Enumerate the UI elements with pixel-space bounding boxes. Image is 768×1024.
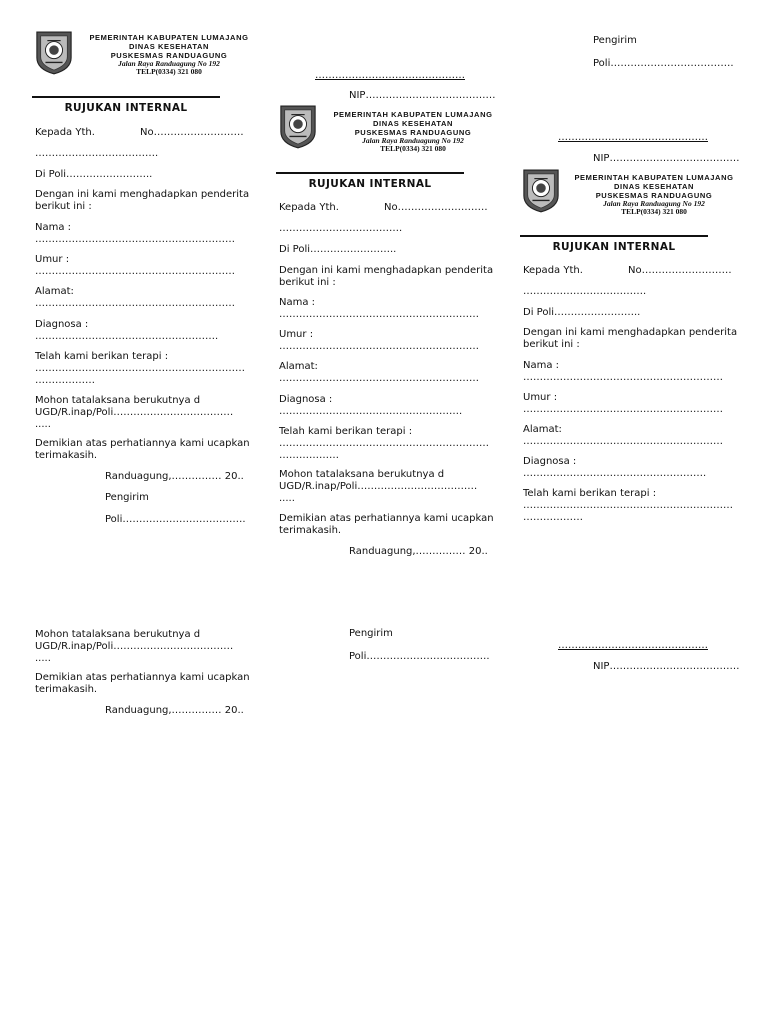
umur-label: Umur : — [35, 254, 70, 265]
terapi-label-3: Telah kami berikan terapi : — [523, 488, 657, 499]
poli-field-3[interactable]: Poli………………………………. — [593, 58, 734, 69]
poli-field-2[interactable]: Poli………………………………. — [349, 651, 490, 662]
alamat-field-2[interactable]: …………………………………………………… — [279, 373, 479, 384]
umur-label-3: Umur : — [523, 392, 558, 403]
diagnosa-field-3[interactable]: ………………………………………………. — [523, 468, 707, 479]
mohon-text-2: Mohon tatalaksana berukutnya d UGD/R.inap/Poli……………………………… — [35, 629, 234, 652]
terapi-field-2b[interactable]: ……………… — [279, 450, 339, 461]
demikian-text: Demikian atas perhatiannya kami ucapkan terimakasih. — [35, 438, 250, 461]
nama-label: Nama : — [35, 222, 72, 233]
header-phone: TELP(0334) 321 080 — [136, 67, 202, 76]
terapi-label: Telah kami berikan terapi : — [35, 351, 169, 362]
dipoli-field[interactable]: Di Poli…………………….. — [35, 169, 153, 180]
pengirim-label-2: Pengirim — [349, 628, 393, 639]
intro-text-3: Dengan ini kami menghadapkan penderita berikut ini : — [523, 327, 738, 350]
nama-field[interactable]: …………………………………………………… — [35, 234, 235, 245]
demikian-text-2: Demikian atas perhatiannya kami ucapkan terimakasih. — [35, 672, 250, 695]
signature-line-3[interactable]: ……………………………………… — [558, 640, 708, 651]
umur-field-2[interactable]: …………………………………………………… — [279, 341, 479, 352]
signature-line-2[interactable]: ……………………………………… — [558, 132, 708, 143]
diagnosa-label: Diagnosa : — [35, 319, 89, 330]
alamat-field[interactable]: …………………………………………………… — [35, 298, 235, 309]
alamat-field-3[interactable]: …………………………………………………… — [523, 436, 723, 447]
no-field-3[interactable]: No……………………… — [628, 265, 732, 276]
emblem-logo-2 — [279, 103, 317, 149]
signature-line[interactable]: ……………………………………… — [315, 70, 465, 81]
mohon-text-3: Mohon tatalaksana berukutnya d UGD/R.inap/Poli……………………………… — [279, 469, 478, 492]
emblem-logo — [35, 29, 73, 75]
terapi-label-2: Telah kami berikan terapi : — [279, 426, 413, 437]
no-field-2[interactable]: No……………………… — [384, 202, 488, 213]
diagnosa-label-2: Diagnosa : — [279, 394, 333, 405]
terapi-field[interactable]: ……………………………………………………… — [35, 363, 245, 374]
umur-label-2: Umur : — [279, 329, 314, 340]
umur-field-3[interactable]: …………………………………………………… — [523, 404, 723, 415]
kepada-label-2: Kepada Yth. — [279, 202, 339, 213]
randuagung-date-3[interactable]: Randuagung,…………… 20.. — [349, 546, 488, 557]
nip-field-3[interactable]: NIP………………………………… — [593, 661, 740, 672]
alamat-label-2: Alamat: — [279, 361, 318, 372]
form-title-2: RUJUKAN INTERNAL — [308, 178, 432, 190]
diagnosa-field-2[interactable]: ………………………………………………. — [279, 406, 463, 417]
pengirim-label-3: Pengirim — [593, 35, 637, 46]
kepada-field[interactable]: ………………………………. — [35, 148, 159, 159]
terapi-field-2[interactable]: ……………… — [35, 375, 95, 386]
header-line3-3: PUSKESMAS RANDUAGUNG — [595, 191, 713, 200]
nama-label-3: Nama : — [523, 360, 560, 371]
letterhead — [78, 33, 260, 76]
nama-field-2[interactable]: …………………………………………………… — [279, 309, 479, 320]
alamat-label-3: Alamat: — [523, 424, 562, 435]
header-line2-3: DINAS KESEHATAN — [614, 182, 694, 191]
header-line1-2: PEMERINTAH KABUPATEN LUMAJANG — [333, 110, 493, 119]
umur-field[interactable]: …………………………………………………… — [35, 266, 235, 277]
nip-field[interactable]: NIP………………………………… — [349, 90, 496, 101]
form-title-3: RUJUKAN INTERNAL — [552, 241, 676, 253]
header-line2: DINAS KESEHATAN — [129, 42, 209, 51]
terapi-field-3b[interactable]: ……………… — [523, 512, 583, 523]
header-line3-2: PUSKESMAS RANDUAGUNG — [354, 128, 472, 137]
nip-field-2[interactable]: NIP………………………………… — [593, 153, 740, 164]
header-rule-3 — [520, 235, 708, 237]
header-line1: PEMERINTAH KABUPATEN LUMAJANG — [89, 33, 249, 42]
alamat-label: Alamat: — [35, 286, 74, 297]
terapi-field-2a[interactable]: ……………………………………………………… — [279, 438, 489, 449]
header-line1-3: PEMERINTAH KABUPATEN LUMAJANG — [574, 173, 734, 182]
dipoli-field-3[interactable]: Di Poli…………………….. — [523, 307, 641, 318]
kepada-label: Kepada Yth. — [35, 127, 95, 138]
terapi-field-3a[interactable]: ……………………………………………………… — [523, 500, 733, 511]
header-line2-2: DINAS KESEHATAN — [373, 119, 453, 128]
poli-field[interactable]: Poli………………………………. — [105, 514, 246, 525]
mohon-tail: ..... — [35, 419, 51, 430]
nama-label-2: Nama : — [279, 297, 316, 308]
letterhead-3 — [563, 173, 745, 216]
mohon-tail-2: ..... — [35, 653, 51, 664]
emblem-logo-3 — [522, 167, 560, 213]
diagnosa-field[interactable]: ………………………………………………. — [35, 331, 219, 342]
header-address-2: Jalan Raya Randuagung No 192 — [362, 136, 464, 145]
header-rule-2 — [276, 172, 464, 174]
pengirim-label: Pengirim — [105, 492, 149, 503]
kepada-field-2[interactable]: ………………………………. — [279, 223, 403, 234]
randuagung-date[interactable]: Randuagung,…………… 20.. — [105, 471, 244, 482]
demikian-text-3: Demikian atas perhatiannya kami ucapkan terimakasih. — [279, 513, 494, 536]
header-address: Jalan Raya Randuagung No 192 — [118, 59, 220, 68]
randuagung-date-2[interactable]: Randuagung,…………… 20.. — [105, 705, 244, 716]
dipoli-field-2[interactable]: Di Poli…………………….. — [279, 244, 397, 255]
mohon-tail-3: ..... — [279, 493, 295, 504]
kepada-label-3: Kepada Yth. — [523, 265, 583, 276]
intro-text-2: Dengan ini kami menghadapkan penderita berikut ini : — [279, 265, 494, 288]
header-rule — [32, 96, 220, 98]
diagnosa-label-3: Diagnosa : — [523, 456, 577, 467]
form-title: RUJUKAN INTERNAL — [64, 102, 188, 114]
kepada-field-3[interactable]: ………………………………. — [523, 286, 647, 297]
nama-field-3[interactable]: …………………………………………………… — [523, 372, 723, 383]
mohon-text: Mohon tatalaksana berukutnya d UGD/R.inap/Poli……………………………… — [35, 395, 234, 418]
header-line3: PUSKESMAS RANDUAGUNG — [110, 51, 228, 60]
intro-text: Dengan ini kami menghadapkan penderita berikut ini : — [35, 189, 250, 212]
header-phone-2: TELP(0334) 321 080 — [380, 144, 446, 153]
letterhead-2 — [322, 110, 504, 153]
header-address-3: Jalan Raya Randuagung No 192 — [603, 199, 705, 208]
no-field[interactable]: No……………………… — [140, 127, 244, 138]
header-phone-3: TELP(0334) 321 080 — [621, 207, 687, 216]
